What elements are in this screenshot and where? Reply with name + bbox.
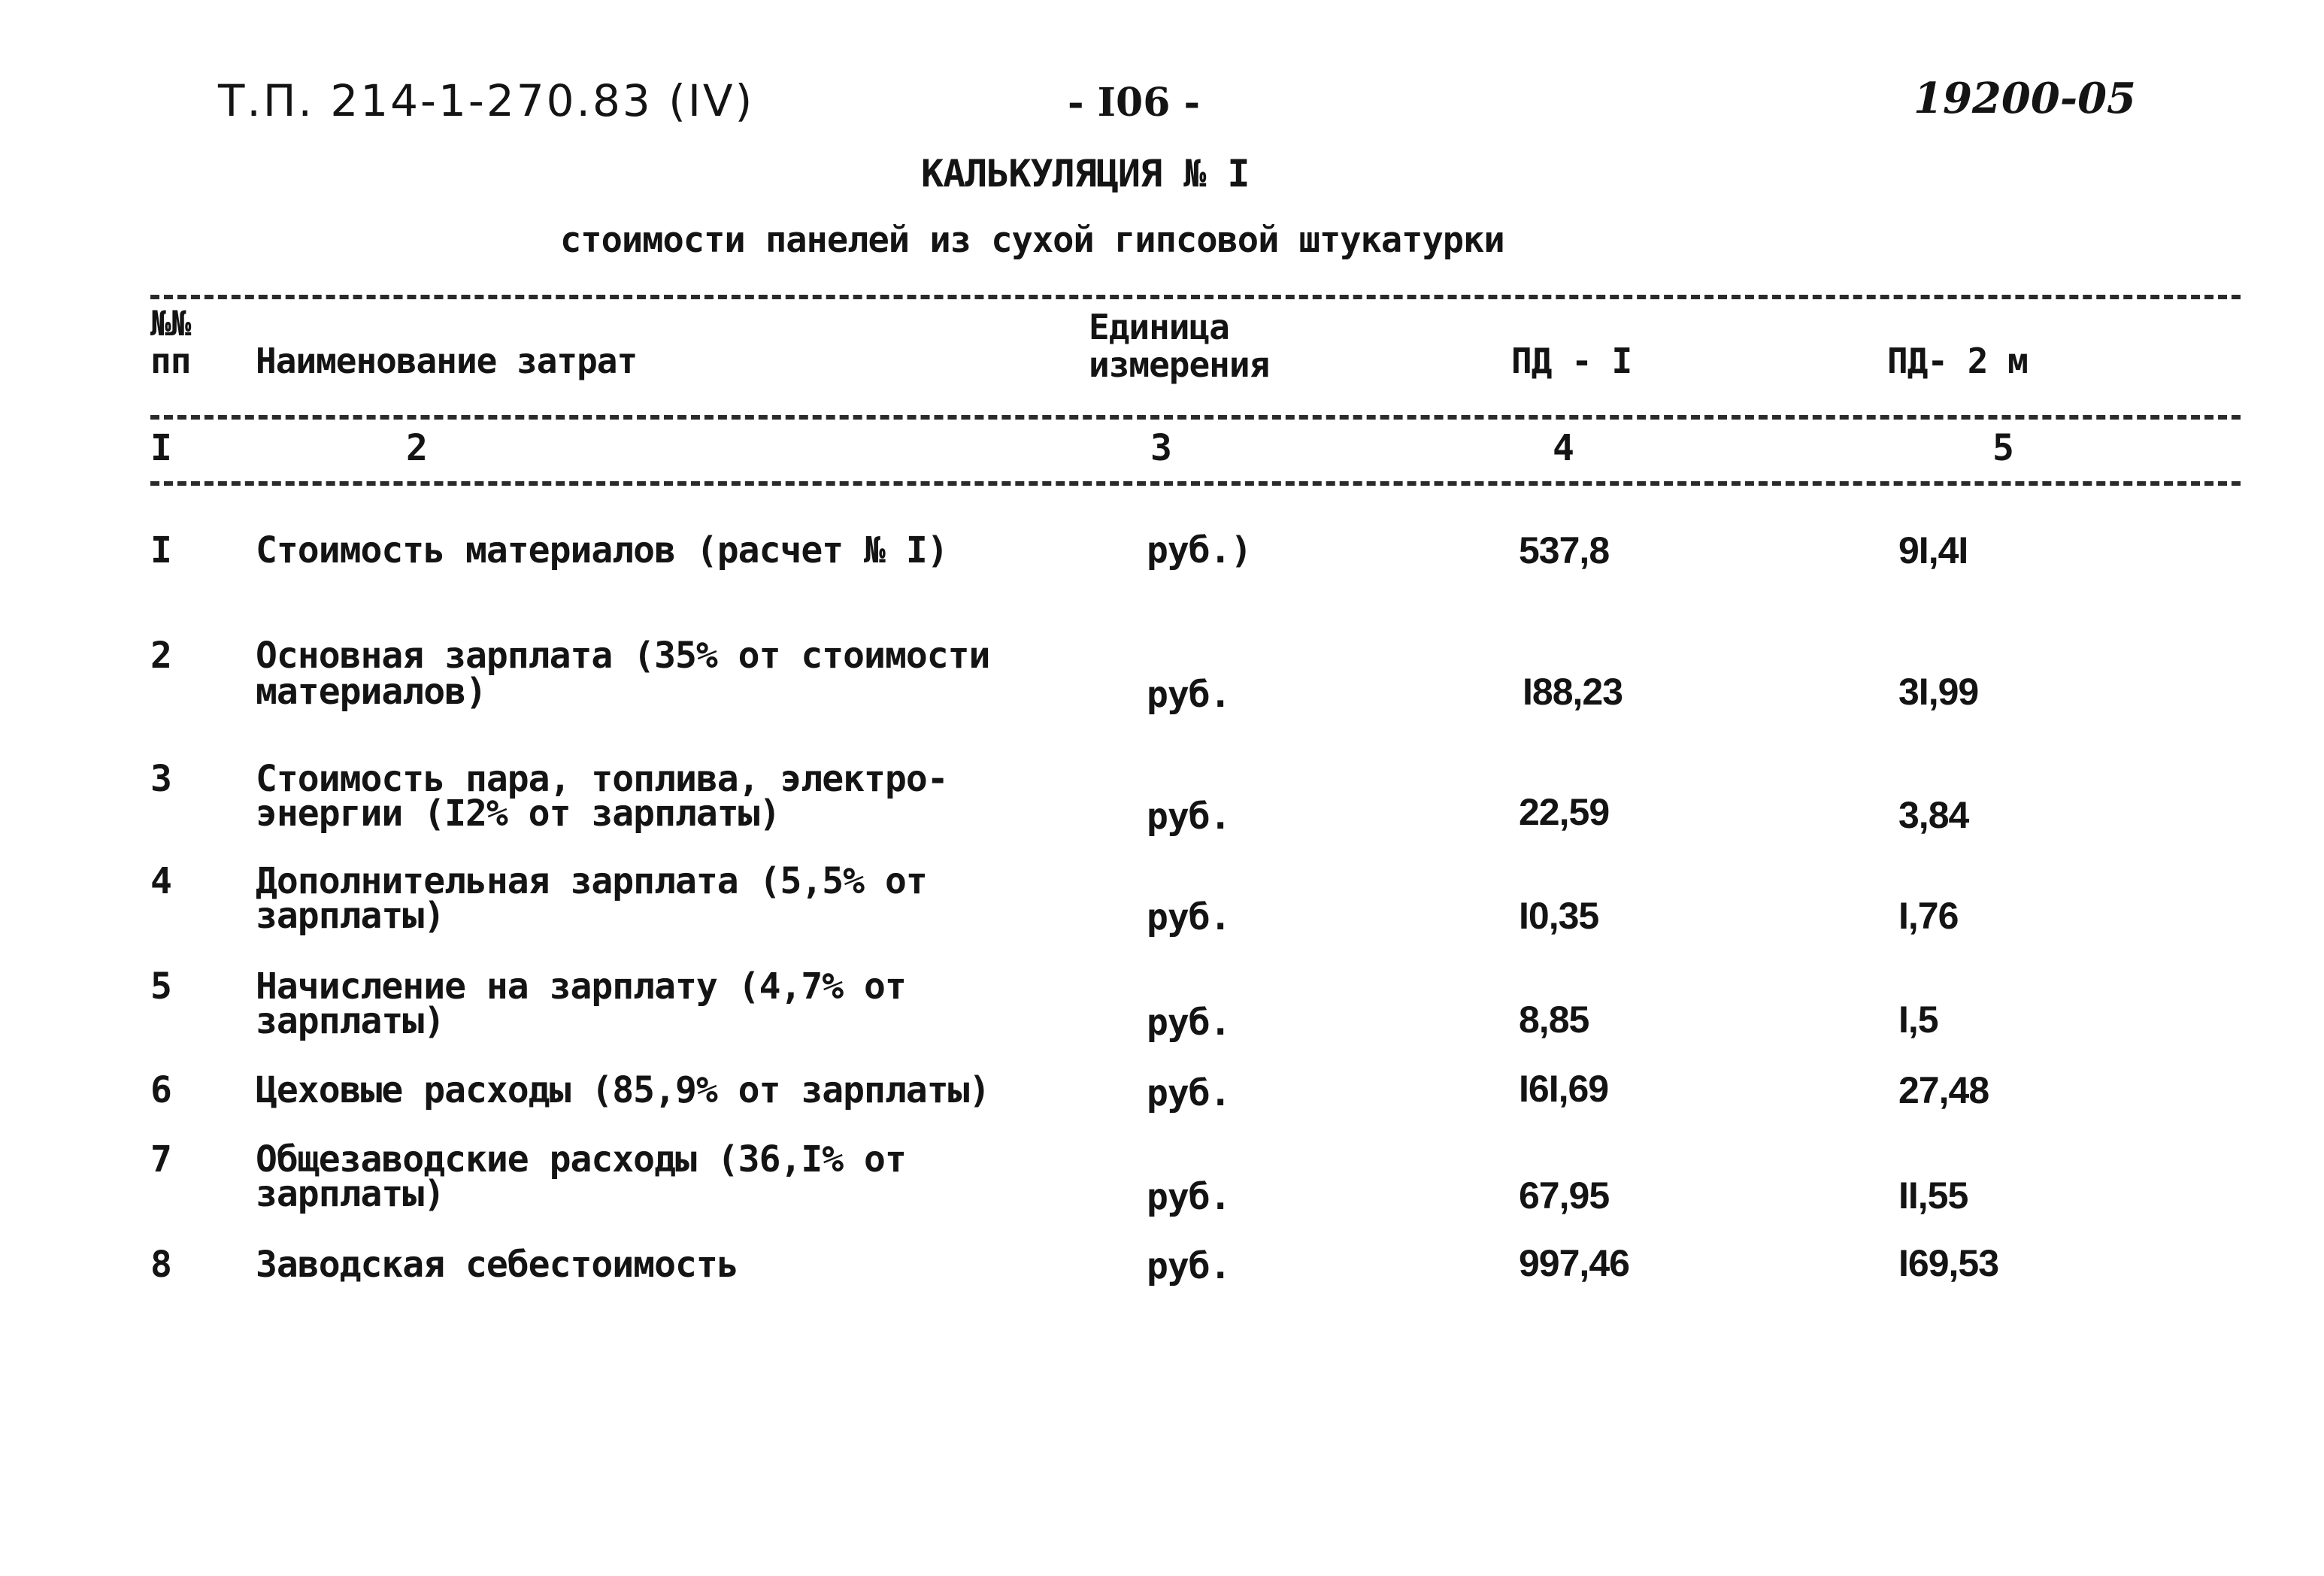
cost-item-name: Стоимость материалов (расчет № I) bbox=[256, 529, 948, 571]
column-numbers-rule bbox=[150, 481, 2241, 486]
pd2m-value: I,76 bbox=[1898, 895, 1959, 937]
pd2m-value: I,5 bbox=[1898, 999, 1938, 1041]
cost-item-name: Дополнительная зарплата (5,5% от bbox=[256, 860, 927, 902]
unit-cell: руб.) bbox=[1147, 529, 1252, 571]
pd2m-value: 3I,99 bbox=[1898, 671, 1979, 713]
archive-number: 19200-05 bbox=[1913, 74, 2136, 123]
unit-cell: руб. bbox=[1147, 796, 1231, 838]
pd1-value: 997,46 bbox=[1519, 1242, 1629, 1284]
pd2m-value: 3,84 bbox=[1898, 794, 1969, 836]
header-num-line2: пп bbox=[150, 341, 191, 381]
table-top-rule bbox=[150, 295, 2241, 299]
cost-item-name-cont: зарплаты) bbox=[256, 895, 445, 937]
cost-item-name-cont: энергии (I2% от зарплаты) bbox=[256, 793, 780, 835]
pd1-value: I88,23 bbox=[1523, 671, 1623, 713]
column-number: 2 bbox=[406, 427, 428, 469]
document-title: КАЛЬКУЛЯЦИЯ № I bbox=[921, 152, 1250, 195]
unit-cell: руб. bbox=[1147, 1072, 1231, 1114]
row-number: 8 bbox=[150, 1244, 171, 1286]
header-unit-line1: Единица bbox=[1089, 307, 1229, 347]
cost-item-name-cont: материалов) bbox=[256, 671, 486, 713]
column-number: 5 bbox=[1992, 427, 2014, 469]
unit-cell: руб. bbox=[1147, 1245, 1231, 1287]
document-code: Т.П. 214-1-270.83 (IV) bbox=[218, 75, 755, 126]
cost-item-name-cont: зарплаты) bbox=[256, 1000, 445, 1042]
cost-item-name: Стоимость пара, топлива, электро- bbox=[256, 758, 948, 800]
cost-item-name: Цеховые расходы (85,9% от зарплаты) bbox=[256, 1069, 990, 1111]
header-pd1: ПД - I bbox=[1511, 341, 1632, 381]
document-subtitle: стоимости панелей из сухой гипсовой штукатурки bbox=[560, 220, 1504, 261]
header-pd2m: ПД- 2 м bbox=[1887, 341, 2028, 381]
pd2m-value: I69,53 bbox=[1898, 1242, 1999, 1284]
unit-cell: руб. bbox=[1147, 1176, 1231, 1218]
cost-item-name-cont: зарплаты) bbox=[256, 1173, 445, 1215]
pd1-value: 22,59 bbox=[1519, 791, 1610, 833]
pd1-value: 8,85 bbox=[1519, 999, 1589, 1041]
header-num-line1: №№ bbox=[150, 303, 191, 344]
unit-cell: руб. bbox=[1147, 1002, 1231, 1044]
pd2m-value: 9I,4I bbox=[1898, 529, 1968, 571]
cost-item-name: Заводская себестоимость bbox=[256, 1244, 738, 1286]
unit-cell: руб. bbox=[1147, 674, 1231, 716]
header-name: Наименование затрат bbox=[256, 341, 638, 381]
unit-cell: руб. bbox=[1147, 896, 1231, 938]
pd1-value: 537,8 bbox=[1519, 529, 1610, 571]
column-number: I bbox=[150, 427, 172, 469]
cost-item-name: Основная зарплата (35% от стоимости bbox=[256, 635, 990, 677]
pd2m-value: II,55 bbox=[1898, 1174, 1968, 1217]
cost-item-name: Общезаводские расходы (36,I% от bbox=[256, 1138, 906, 1180]
header-unit-line2: измерения bbox=[1089, 344, 1270, 385]
row-number: 3 bbox=[150, 758, 171, 800]
pd2m-value: 27,48 bbox=[1898, 1069, 1989, 1111]
pd1-value: I6I,69 bbox=[1519, 1068, 1609, 1110]
pd1-value: I0,35 bbox=[1519, 895, 1599, 937]
pd1-value: 67,95 bbox=[1519, 1174, 1610, 1217]
row-number: 4 bbox=[150, 860, 171, 902]
row-number: 5 bbox=[150, 965, 171, 1008]
row-number: 7 bbox=[150, 1138, 171, 1180]
header-bottom-rule bbox=[150, 415, 2241, 420]
page-number: - I06 - bbox=[1068, 80, 1201, 126]
column-number: 4 bbox=[1553, 427, 1574, 469]
row-number: 2 bbox=[150, 635, 171, 677]
cost-item-name: Начисление на зарплату (4,7% от bbox=[256, 965, 906, 1008]
row-number: 6 bbox=[150, 1069, 171, 1111]
column-number: 3 bbox=[1150, 427, 1172, 469]
row-number: I bbox=[150, 529, 171, 571]
